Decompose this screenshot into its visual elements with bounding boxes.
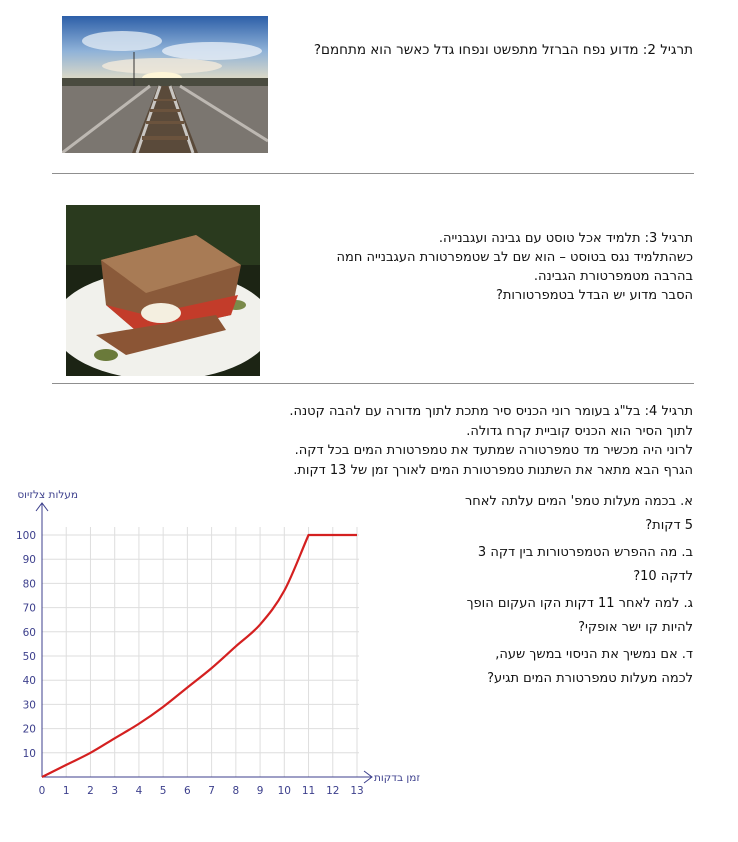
exercise-3-line: בהרבה מטמפרטורת הגבינה. [533,269,693,284]
exercise-3-line: תרגיל 3: תלמיד אכל טוסט עם גבינה ועגבנייה. [438,231,693,246]
x-tick-label: 4 [135,785,143,797]
sub-question-line: א. בכמה מעלות טמפ' המים עלתה לאחר [464,494,693,509]
y-tick-label: 90 [22,554,36,567]
chart-ticks [16,530,364,797]
x-tick-label: 6 [184,785,191,797]
x-tick-label: 1 [62,785,70,797]
exercise-3-line: כשהתלמיד נגס בטוסט – הוא שם לב שטמפרטורת העגבנייה חמה [336,250,693,265]
y-tick-label: 20 [22,723,36,736]
railway-photo [62,16,268,153]
divider [52,383,694,384]
x-tick-label: 12 [326,785,340,797]
sub-question-d [413,643,693,691]
exercise-4-line: הגרף הבא מתאר את השתנות טמפרטורת המים לאורך זמן של 13 דקות. [293,462,693,478]
sub-question-c [413,592,693,640]
exercise-3-line: הסבר מדוע יש הבדל בטמפרטורות? [495,288,693,303]
x-tick-label: 0 [38,785,46,797]
x-tick-label: 9 [256,785,264,797]
x-tick-label: 7 [208,785,215,797]
x-tick-label: 8 [232,785,240,797]
sub-question-line: 5 דקות? [645,518,693,533]
x-axis-label: זמן בדקות [374,772,420,784]
y-tick-label: 30 [22,699,36,712]
y-tick-label: 40 [22,675,36,688]
sub-question-line: ג. למה לאחר 11 דקות הקו העקום הופך [466,596,693,611]
y-tick-label: 50 [22,651,36,663]
x-tick-label: 3 [111,785,119,797]
sub-question-line: לדקה 10? [633,569,693,584]
y-tick-label: 100 [15,530,36,542]
exercise-4-line: תרגיל 4: בל"ג בעומר רוני הכניס סיר מתכת לתוך מדורה עם להבה קטנה. [289,404,693,419]
y-tick-label: 80 [22,578,36,591]
y-tick-label: 60 [22,626,36,639]
exercise-4-line: לתוך הסיר הוא הכניס קוביית קרח גדולה. [466,423,693,439]
x-tick-label: 5 [159,785,167,797]
chart-axes [36,503,372,783]
x-tick-label: 2 [87,785,94,797]
divider [52,173,694,174]
toast-sandwich-photo [66,205,260,376]
chart-grid [42,527,359,777]
exercise-4-line: לרוני היה מכשיר מד טמפרטורה שמתעד את טמפרטורת המים בכל דקה. [294,443,693,458]
sub-question-line: ב. מה ההפרש הטמפרטורות בין דקה 3 [477,545,693,560]
x-tick-label: 11 [301,785,316,797]
exercise-4-text [133,402,693,480]
sub-question-line: להיות קו ישר אופקי? [578,620,693,635]
exercise-3-question [273,229,693,305]
y-axis-label: מעלות צלזיוס [17,489,78,501]
sub-question-a [413,490,693,538]
sub-question-line: לכמה מעלות טמפרטורת המים תגיע? [487,671,693,686]
temperature-chart [0,480,440,810]
y-tick-label: 70 [22,602,36,615]
sub-question-b [413,541,693,589]
x-tick-label: 13 [350,785,364,797]
y-tick-label: 10 [22,747,36,760]
x-tick-label: 10 [277,785,291,797]
sub-question-line: ד. אם נמשיך את הניסוי במשך שעה, [495,647,693,662]
exercise-2-question: תרגיל 2: מדוע נפח הברזל מתפשט ונפחו גדל כאשר הוא מתחמם? [313,42,693,58]
